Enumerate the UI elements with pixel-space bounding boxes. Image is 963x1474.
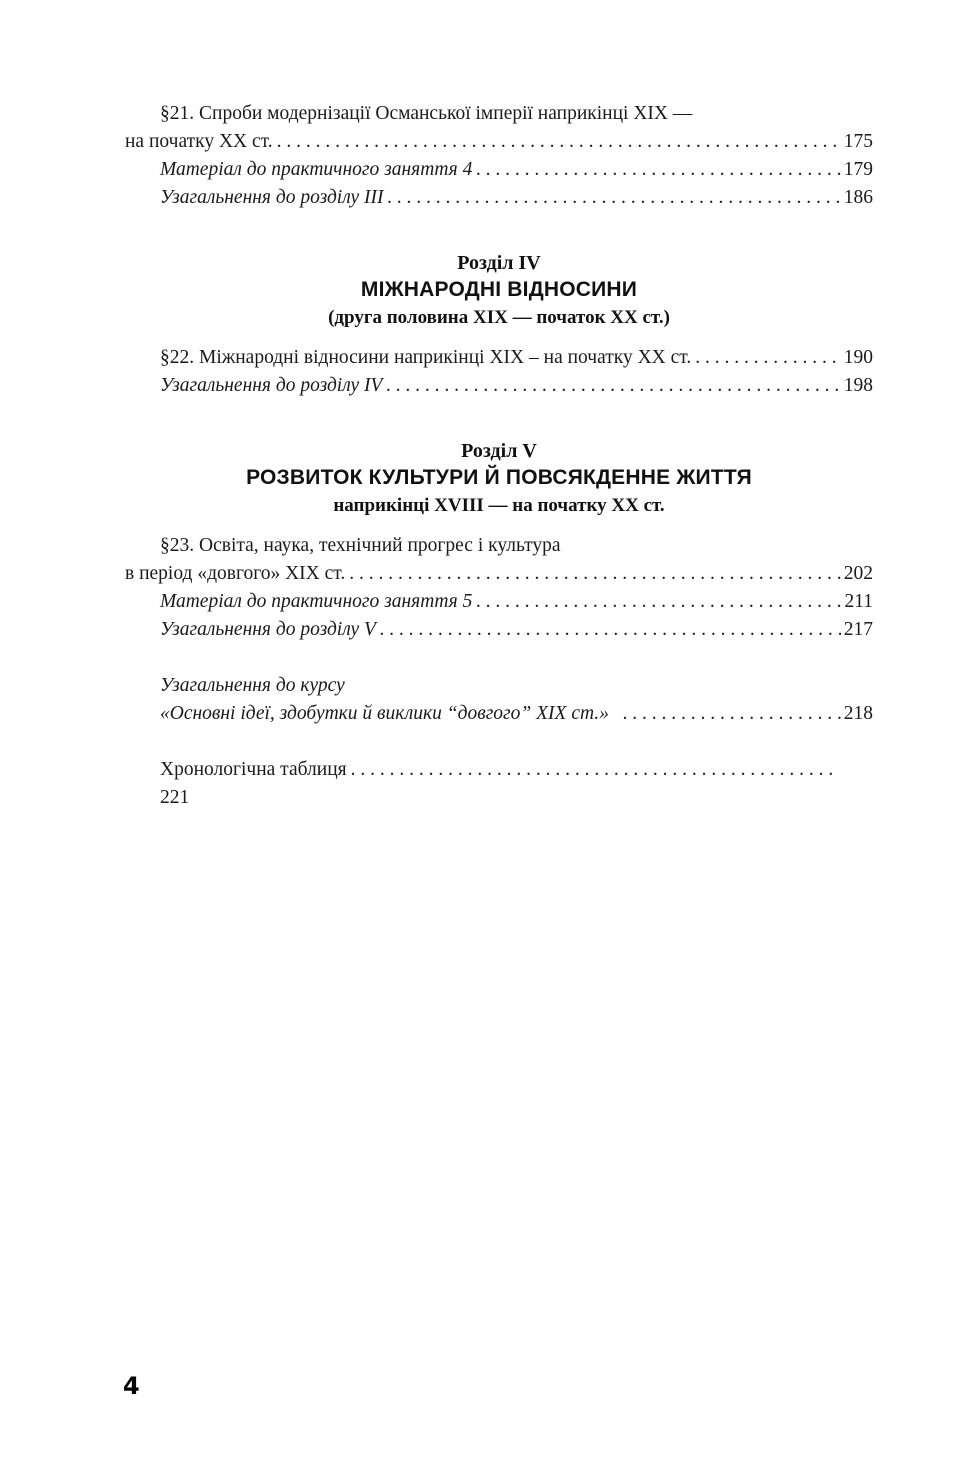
toc-entry-chronology-page [125,784,873,812]
dot-leader [476,588,842,616]
table-of-contents [125,100,873,812]
toc-entry-p22 [125,344,873,372]
page-ref: 218 [843,703,873,724]
toc-entry-gen4 [125,372,873,400]
page-ref: 190 [843,347,873,368]
toc-entry-text: Матеріал до практичного заняття 5 [160,591,473,612]
section-4-heading [125,250,873,332]
page-ref: 202 [843,563,873,584]
toc-entry-mat5 [125,588,873,616]
dot-leader [349,560,842,588]
toc-entry-text: Узагальнення до розділу III [160,187,384,208]
page-ref: 217 [843,619,873,640]
toc-entry-text: §21. Спроби модернізації Османської імперії наприкінці XIX — [160,103,693,124]
page-ref: 211 [844,591,873,612]
toc-entry-p21-line2 [125,128,873,156]
section-subtitle: (друга половина XIX — початок XX ст.) [328,307,670,328]
toc-entry-p23-line2 [125,560,873,588]
dot-leader [476,156,841,184]
toc-entry-text: в період «довгого» XIX ст. [125,563,346,584]
toc-entry-text: §23. Освіта, наука, технічний прогрес і культура [160,535,561,556]
section-label: Розділ V [461,440,537,462]
toc-entry-text: Узагальнення до курсу [160,675,345,696]
page-ref: 186 [843,187,873,208]
section-title: РОЗВИТОК КУЛЬТУРИ Й ПОВСЯКДЕННЕ ЖИТТЯ [246,466,752,489]
toc-entry-text: на початку XX ст. [125,131,273,152]
dot-leader [277,128,842,156]
section-5-heading [125,438,873,520]
toc-entry-course-line2 [125,700,873,728]
toc-entry-mat4 [125,156,873,184]
toc-entry-text: Узагальнення до розділу V [160,619,376,640]
toc-entry-p23-line1 [125,532,873,560]
dot-leader [351,756,835,784]
toc-entry-gen5 [125,616,873,644]
page-number: 4 [123,1372,140,1400]
page-ref: 175 [843,131,873,152]
dot-leader [380,616,842,644]
toc-entry-text: §22. Міжнародні відносини наприкінці XIX – на початку XX ст. [160,347,692,368]
dot-leader [623,700,842,728]
toc-entry-text: Хронологічна таблиця [160,759,347,780]
page-ref: 179 [843,159,873,180]
dot-leader [387,184,841,212]
dot-leader [695,344,842,372]
dot-leader [386,372,841,400]
toc-entry-p21-line1 [125,100,873,128]
toc-entry-chronology [125,756,873,784]
toc-entry-text: Узагальнення до розділу IV [160,375,383,396]
toc-entry-gen3 [125,184,873,212]
toc-entry-text: Матеріал до практичного заняття 4 [160,159,473,180]
page-ref: 198 [843,375,873,396]
section-subtitle: наприкінці XVIII — на початку XX ст. [333,495,665,516]
toc-entry-text: «Основні ідеї, здобутки й виклики “довгого” XIX ст.» [160,703,609,724]
toc-entry-course-line1 [125,672,873,700]
section-title: МІЖНАРОДНІ ВІДНОСИНИ [360,278,638,301]
page-ref: 221 [160,787,190,808]
section-label: Розділ IV [457,252,541,274]
